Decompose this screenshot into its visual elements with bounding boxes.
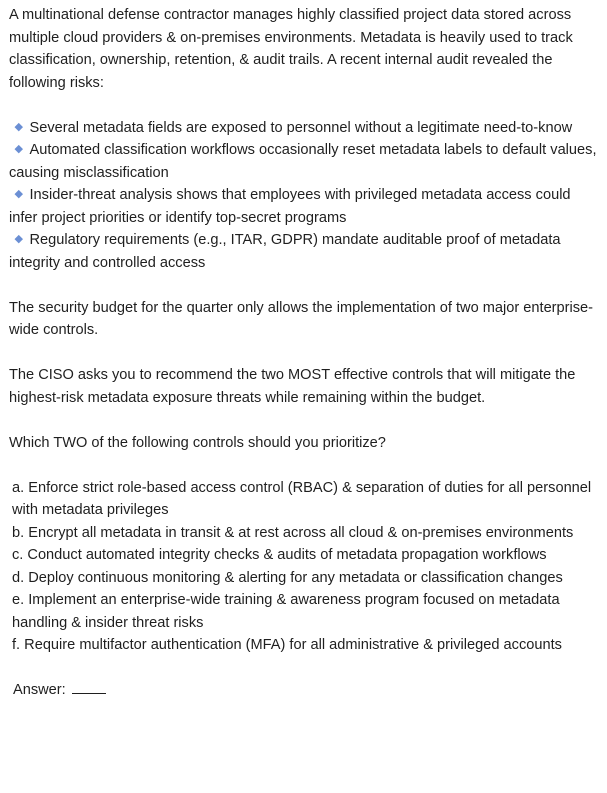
risk-item: Regulatory requirements (e.g., ITAR, GDPR) mandate auditable proof of metadata integrity and controlled access <box>9 232 561 271</box>
diamond-bullet-icon <box>15 123 23 131</box>
diamond-bullet-icon <box>15 145 23 153</box>
options-list <box>9 477 598 657</box>
spacer <box>9 657 598 680</box>
risk-item: Automated classification workflows occasionally reset metadata labels to default values, causing misclassification <box>9 142 597 181</box>
risk-list <box>9 117 598 275</box>
question-prompt: Which TWO of the following controls should you prioritize? <box>9 434 386 451</box>
diamond-bullet-icon <box>15 190 23 198</box>
answer-blank <box>72 679 106 694</box>
diamond-bullet-icon <box>15 235 23 243</box>
option-e: e. Implement an enterprise-wide training & awareness program focused on metadata handling & insider threat risks <box>12 592 560 631</box>
option-b: b. Encrypt all metadata in transit & at rest across all cloud & on-premises environments <box>12 524 574 541</box>
risk-item: Insider-threat analysis shows that employees with privileged metadata access could infer project priorities or identify top-secret programs <box>9 187 571 226</box>
ciso-paragraph: The CISO asks you to recommend the two MOST effective controls that will mitigate the highest-risk metadata exposure threats while remaining within the budget. <box>9 367 576 406</box>
answer-line <box>9 679 598 702</box>
option-a: a. Enforce strict role-based access control (RBAC) & separation of duties for all personnel with metadata privileges <box>12 479 592 518</box>
spacer <box>9 454 598 477</box>
option-c: c. Conduct automated integrity checks & audits of metadata propagation workflows <box>12 547 547 563</box>
budget-paragraph: The security budget for the quarter only allows the implementation of two major enterprise-wide controls. <box>9 299 594 338</box>
spacer <box>9 342 598 365</box>
spacer <box>9 409 598 432</box>
answer-label: Answer: <box>13 682 66 698</box>
spacer <box>9 274 598 297</box>
risk-item: Several metadata fields are exposed to personnel without a legitimate need-to-know <box>9 117 598 140</box>
option-f: f. Require multifactor authentication (MFA) for all administrative & privileged accounts <box>12 637 562 653</box>
spacer <box>9 94 598 117</box>
intro-paragraph: A multinational defense contractor manages highly classified project data stored across multiple cloud providers & on-premises environments. Metadata is heavily used to track classification, ownership, retention, & audit trails. A recent internal audit revealed the following risks: <box>9 7 573 91</box>
option-d: d. Deploy continuous monitoring & alerting for any metadata or classification changes <box>12 569 563 586</box>
